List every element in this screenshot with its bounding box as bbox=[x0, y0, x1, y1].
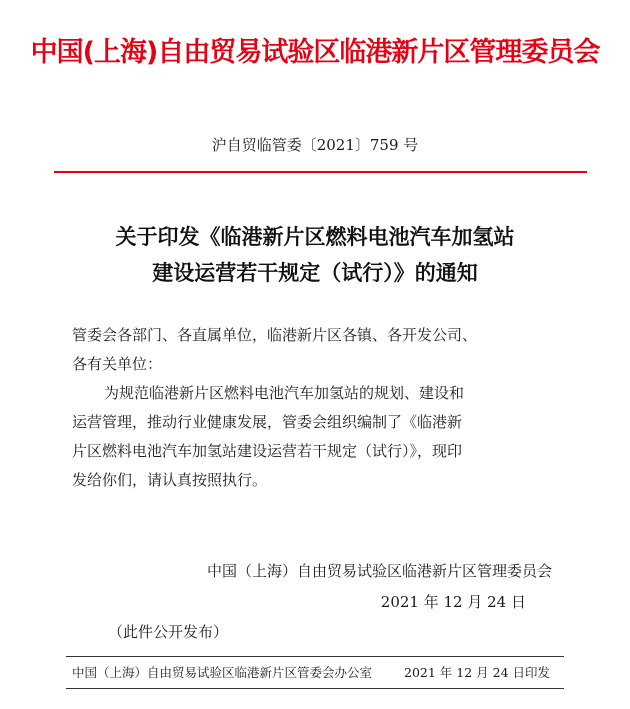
notice-body bbox=[72, 379, 572, 495]
red-divider-line bbox=[54, 171, 587, 173]
recipients-line-1: 管委会各部门、各直属单位，临港新片区各镇、各开发公司、 bbox=[72, 326, 478, 344]
footer-top-rule bbox=[66, 656, 564, 657]
document-number: 沪自贸临管委〔2021〕759 号 bbox=[211, 136, 419, 154]
document-title bbox=[0, 219, 630, 291]
title-line-2: 建设运营若干规定（试行）》的通知 bbox=[152, 261, 478, 285]
body-line-1: 为规范临港新片区燃料电池汽车加氢站的规划、建设和 bbox=[104, 384, 465, 402]
body-line-4: 发给你们，请认真按照执行。 bbox=[72, 471, 268, 489]
issuing-organization-header: 中国(上海)自由贸易试验区临港新片区管理委员会 bbox=[30, 37, 600, 68]
footer-bottom-rule bbox=[66, 688, 564, 689]
signature-issuer: 中国（上海）自由贸易试验区临港新片区管理委员会 bbox=[206, 562, 552, 580]
footer-issuing-office: 中国（上海）自由贸易试验区临港新片区管委会办公室 bbox=[72, 665, 373, 680]
disclosure-note: （此件公开发布） bbox=[108, 623, 229, 641]
signature-block bbox=[0, 556, 552, 618]
recipients bbox=[72, 321, 572, 379]
signature-date: 2021 年 12 月 24 日 bbox=[380, 593, 526, 611]
footer-print-date: 2021 年 12 月 24 日印发 bbox=[404, 665, 550, 680]
body-line-3: 片区燃料电池汽车加氢站建设运营若干规定（试行）》，现印 bbox=[72, 442, 463, 460]
recipients-line-2: 各有关单位： bbox=[72, 355, 163, 373]
title-line-1: 关于印发《临港新片区燃料电池汽车加氢站 bbox=[115, 225, 515, 249]
body-line-2: 运营管理，推动行业健康发展，管委会组织编制了《临港新 bbox=[72, 413, 463, 431]
